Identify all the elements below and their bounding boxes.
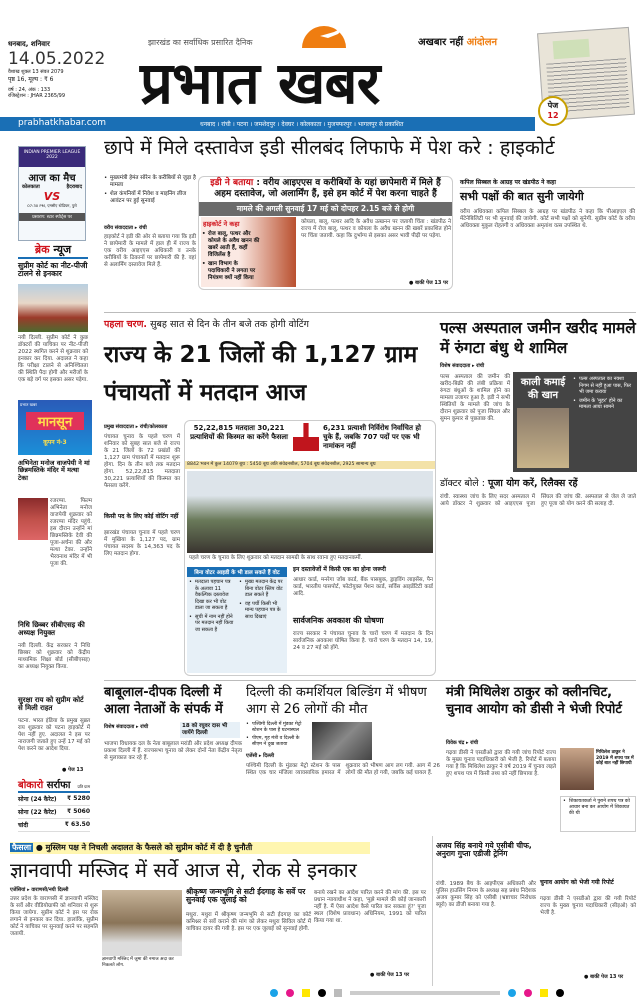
kicker-label: फैसला xyxy=(12,843,32,852)
bullion-unit: प्रति ग्राम xyxy=(77,784,90,789)
minister-caption: मिथिलेश ठाकुर ने 2019 में शपथ पत्र में कोई बात नहीं छिपायी xyxy=(596,750,634,766)
gyanvapi-photo xyxy=(102,890,182,956)
polling-staff-photo xyxy=(187,471,433,553)
gyanvapi-col-body: बनाये रखने का आदेश पारित करने की मांग की. इस पर प्रधान न्यायाधीश ने कहा, 'मुझे मामले की कोई जानकारी नहीं है. मैं ऐसा आदेश कैसे पारित कर सकता हूं?' पूजा स्थल (विशेष प्रावधान) अधिनियम, 1991 को पारित किया गया था. xyxy=(314,890,426,924)
bullion-row xyxy=(18,793,90,806)
blue-bar xyxy=(0,117,535,131)
voters-stat: 52,22,815 मतदाता 30,221 प्रत्याशियों की किस्मत का करेंगे फैसला xyxy=(190,424,288,441)
ad-title: मानसून xyxy=(26,412,84,430)
ipl-title: आज का मैच xyxy=(28,173,76,184)
s1-body: नयी दिल्ली. सुप्रीम कोर्ट ने कुछ डॉक्टरों की याचिका पर नीट-पीजी 2022 स्थगित करने से शुक्रवार को इनकार कर दिया. अदालत ने कहा कि परीक्षा टालने से अनिश्चितता की स्थिति पैदा होगी और मरीजों के एक बड़े वर्ग पर इसका असर पड़ेगा. xyxy=(18,335,88,383)
booth-band: 8842 भवन में कुल 14079 बूथ : 5450 बूथ अति संवेदनशील, 5704 बूथ संवेदनशील, 2925 सामान्य बूथ xyxy=(185,461,435,469)
poll-infobox xyxy=(184,420,436,676)
bullion-price: ₹ 5060 xyxy=(67,808,90,815)
broadcast: प्रसारण: स्टार स्पोर्ट्स पर xyxy=(19,213,85,221)
break-b: न्यूज xyxy=(49,243,72,256)
doctor-headline xyxy=(440,477,638,491)
sibal-kicker: कपिल सिब्बल के आग्रह पर खंडपीठ ने कहा xyxy=(460,178,635,188)
pulse-byline: विशेष संवाददाता ▸ रांची xyxy=(440,363,485,369)
poll-headline: राज्य के 21 जिलों की 1,127 ग्राम पंचायतों में मतदान आज xyxy=(104,342,418,406)
bullion-row xyxy=(18,806,90,819)
black-money-point: • पल्स अस्पताल का नक्शा निगम से नहीं हुआ पास, फिर भी जमा कराया xyxy=(573,376,635,396)
doctor-head: पूजा योग करें, रिलैक्स रहें xyxy=(487,478,578,489)
issue: वर्ष : 24, अंक : 133 xyxy=(8,87,51,93)
holiday-head: सार्वजनिक अवकाश की घोषणा xyxy=(293,616,384,625)
ad-coupon: कूपन नं-3 xyxy=(43,439,67,446)
cash-photo xyxy=(517,408,569,468)
black-money-title: काली कमाई की खान xyxy=(520,377,566,401)
monsoon-ad[interactable] xyxy=(18,400,92,455)
pulse-headline: पल्स अस्पताल जमीन खरीद मामले में रुंगटा बंधु थे शामिल xyxy=(440,319,636,357)
registration: रजिस्ट्रेशन : JHAR 2365/99 xyxy=(8,93,66,99)
s4-body: पटना. भारत इंडिया के प्रमुख सुब्रत राय शुक्रवार को पटना हाइकोर्ट में पेश नहीं हुए. अदालत ने इस पर नाराजगी जताते हुए उन्हें 17 मई को पेश करने का आदेश दिया. xyxy=(18,718,90,752)
bullion-city: बोकारो xyxy=(18,780,44,791)
acb-headline: अजय सिंह बनाये गये एसीबी चीफ, अनुराग गुप्ता एडीजी ट्रेनिंग xyxy=(436,841,532,859)
voter-id-point: • मतदाता पहचान पत्र के अलावा 11 वैकल्पिक दस्तावेज दिखा कर भी वोट डाला जा सकता है xyxy=(189,579,235,612)
minister-point: • शिकायतकर्ता ने पुराने शपथ पत्र को आधार बना कर आयोग में शिकायत की थी xyxy=(563,799,633,817)
documents-head: इन दस्तावेजों में किसी एक का होना जरूरी xyxy=(293,566,386,573)
minister-more[interactable]: ● बाकी पेज 13 पर xyxy=(584,974,624,980)
voter-id-point: • सूची में नाम नहीं होने पर मतदान नहीं किया जा सकता है xyxy=(189,614,235,634)
price: पृष्ठ 16, मूल्य : ₹ 6 xyxy=(8,76,54,83)
doctor-kicker: डॉक्टर बोले : xyxy=(440,478,488,489)
s2-headline: अभिनेता मनोज वाजपेयी ने मां छिन्नमस्तिके मंदिर में मत्था टेका xyxy=(18,459,90,482)
bullion-price: ₹ 63.50 xyxy=(64,821,90,828)
ad-brand: प्रभात खबर xyxy=(20,402,37,407)
fire-byline: एजेंसी ▸ दिल्ली xyxy=(246,753,275,759)
bullion-title: सर्राफा xyxy=(43,780,71,791)
minister-points xyxy=(560,796,636,832)
ed-more[interactable]: ● बाकी पेज 13 पर xyxy=(408,280,448,286)
ipl-brand: INDIAN PREMIER LEAGUE 2022 xyxy=(19,147,85,167)
bullion-item: सोना (24 कैरेट) xyxy=(18,796,57,803)
page-badge[interactable] xyxy=(538,96,568,126)
gyanvapi-caption: ज्ञानवापी मस्जिद में जुमा की नमाज अदा कर निकलते लोग. xyxy=(102,957,174,968)
break-a: ब्रेक xyxy=(34,243,50,256)
website-link[interactable]: prabhatkhabar.com xyxy=(18,118,107,128)
idgah-headline: श्रीकृष्ण जन्मभूमि से सटी ईदगाह के सर्वे पर सुनवाई एक जुलाई को xyxy=(186,887,306,905)
gyanvapi-kicker xyxy=(10,842,370,854)
editions: धनबाद । रांची । पटना । जमशेदपुर । देवघर । कोलकाता । मुजफ्फरपुर । भागलपुर से प्रकाशित xyxy=(200,121,404,128)
venue: 07:30 PM, एमसीए स्टेडियम, पुणे xyxy=(27,203,77,208)
badge-label: पेज xyxy=(547,101,559,110)
black-money-box xyxy=(513,372,637,472)
fire-photo xyxy=(312,722,372,760)
babulal-body: भाजपा विधायक दल के नेता बाबूलाल मरांडी और प्रदेश अध्यक्ष दीपक प्रकाश दिल्ली में हैं. राज्यसभा चुनाव को लेकर दोनों नेता केंद्रीय नेतृत्व से मुलाकात कर रहे हैं. xyxy=(104,741,242,761)
fire-point: • पश्चिमी दिल्ली में मुंडका मेट्रो स्टेशन के पास है घटनास्थल xyxy=(246,722,308,734)
edition-info xyxy=(8,40,106,115)
s2-body: रजरप्पा. फिल्म अभिनेता मनोज वाजपेयी शुक्रवार को रजरप्पा मंदिर पहुंचे. इस दौरान उन्होंने मां छिन्नमस्तिके देवी की पूजा-अर्चना की और मत्था टेका. उन्होंने भैरवनाथ मंदिर में भी पूजा की. xyxy=(50,498,92,567)
voter-id-point: • वह पर्ची किसी भी मान्य पहचान पत्र के साथ दिखाएं xyxy=(239,601,283,621)
ipl-box xyxy=(18,146,86,241)
s4-headline: सुरक्षा राय को सुप्रीम कोर्ट से मिली राहत xyxy=(18,696,84,712)
gyanvapi-headline: ज्ञानवापी मस्जिद में सर्वे आज से, रोक से इनकार xyxy=(10,858,357,882)
bullion-item: चांदी xyxy=(18,822,29,829)
sibal-body: वरीय अधिवक्ता कपिल सिब्बल के आग्रह पर खंडपीठ ने कहा कि पीआइएल की मेंटेनेबिलिटी पर भी सुनवाई की जायेगी. कोर्ट सभी पक्षों को सुनेगी. सुप्रीम कोर्ट के वरीय अधिवक्ता मुकुल रोहतगी व अधिवक्ता अमृतांश वत्स उपस्थित थे. xyxy=(460,209,635,229)
ed-box-headline xyxy=(199,177,452,201)
doctor-body: रांची. स्वास्थ्य जांच के लिए सदर अस्पताल में आये डॉक्टर ने शुक्रवार को आइएएस पूजा सिंघल की जांच की. अस्पताल से जेल ले जाते हुए पूजा को योग करने की सलाह दी. xyxy=(440,494,636,507)
badge-number: 12 xyxy=(547,111,559,120)
hc-title: हाइकोर्ट ने कहा xyxy=(203,220,240,228)
supreme-court-photo xyxy=(18,284,88,332)
masthead: प्रभात खबर xyxy=(140,49,380,117)
lead-headline: छापे में मिले दस्तावेज इडी सीलबंद लिफाफे में पेश करे : हाइकोर्ट xyxy=(104,136,555,159)
slogan-text: अखबार नहीं xyxy=(418,37,467,48)
gyanvapi-byline: एजेंसियां ▸ वाराणसी/नयी दिल्ली xyxy=(10,887,69,893)
gyanvapi-body: उत्तर प्रदेश के वाराणसी में ज्ञानवापी मस्जिद के सर्वे और वीडियोग्राफी को शनिवार से शुरू किया जायेगा. सुप्रीम कोर्ट ने इस पर रोक लगाने से इनकार कर दिया. हालांकि, सुप्रीम कोर्ट ने याचिका पर सुनवाई करने पर सहमति जतायी. xyxy=(10,896,98,937)
sun-bird-logo xyxy=(298,22,358,48)
documents-body: आधार कार्ड, मनरेगा जॉब कार्ड, बैंक पासबुक, ड्राइविंग लाइसेंस, पैन कार्ड, भारतीय पासपोर्ट, फोटोयुक्त पेंशन कार्ड, सर्विस आइडेंटिटी कार्ड आदि. xyxy=(293,577,433,597)
acb-body: रांची. 1989 बैच के आइपीएस अधिकारी और पुलिस हाउसिंग निगम के अध्यक्ष सह प्रबंध निदेशक अजय कुमार सिंह को एसीबी (भ्रष्टाचार निरोधक ब्यूरो) का डीजी बनाया गया है. xyxy=(436,881,536,908)
minister-body: गढ़वा डीसी ने एसडीओ द्वारा की गयी जांच रिपोर्ट राज्य के मुख्य चुनाव पदाधिकारी को भेजी है. रिपोर्ट में बताया गया है कि मिथिलेश ठाकुर ने वर्ष 2019 में चुनाव लड़ते हुए शपथ पत्र में किसी तथ्य को नहीं छिपाया है. xyxy=(446,750,556,777)
s3-body: नयी दिल्ली. केंद्र सरकार ने निधि छिब्बर को शुक्रवार को केंद्रीय माध्यमिक शिक्षा बोर्ड (सीबीएसइ) का अध्यक्ष नियुक्त किया. xyxy=(18,643,90,670)
breaking-news-label xyxy=(18,242,88,259)
bullion-box xyxy=(18,777,90,832)
poll-kicker-text: सुबह सात से दिन के तीन बजे तक होगी वोटिंग xyxy=(147,319,309,330)
slogan-highlight: आंदोलन xyxy=(466,37,498,48)
ed-head: : वरीय आइएएस व करीबियों के यहां छापेमारी में मिले हैं अहम दस्तावेज, जो अलार्मिंग हैं, इसे हम कोर्ट में पेश करना चाहते हैं xyxy=(214,178,441,199)
minister-headline: मंत्री मिथिलेश ठाकुर को क्लीनचिट, चुनाव आयोग को डीसी ने भेजी रिपोर्ट xyxy=(446,685,622,717)
poll-byline: प्रमुख संवाददाता ▸ रांची/कोलकाता xyxy=(104,424,168,430)
holiday-body: राज्य सरकार ने पंचायत चुनाव के चारों चरण में मतदान के दिन सार्वजनिक अवकाश घोषित किया है. चारों चरण के मतदान 14, 19, 24 व 27 मई को होंगे. xyxy=(293,631,433,651)
ed-kicker: इडी ने बताया xyxy=(210,178,254,188)
babulal-byline: विशेष संवाददाता ▸ रांची xyxy=(104,724,149,730)
sibal-headline: सभी पक्षों की बात सुनी जायेगी xyxy=(460,190,584,203)
team1: कोलकाता xyxy=(22,184,40,190)
tithi: वैशाख शुक्ल 13 संवत 2079 xyxy=(8,69,64,75)
raghubar-box: 18 को रघुवर दास भी जायेंगे दिल्ली xyxy=(180,722,240,738)
lead-bullets xyxy=(104,175,196,223)
vs-label: VS xyxy=(43,190,61,203)
ed-box-body: कोयला, बालू, पत्थर आदि के अवैध उत्खनन पर जतायी चिंता : खंडपीठ ने राज्य में रोज बालू, पत्थर व कोयला के अवैध खनन की खबरें प्रकाशित होने पर चिंता जतायी. कहा कि दुर्भाग्य से इसका असर भावी पीढ़ी पर पड़ेगा. xyxy=(301,219,451,239)
fire-body: पश्चिमी दिल्ली के मुंडका मेट्रो स्टेशन के पास स्थित एक चार मंजिला व्यावसायिक इमारत में शुक्रवार को भीषण आग लग गयी. आग में 26 लोगों की मौत हो गयी, जबकि कई घायल हैं. xyxy=(246,763,440,776)
bullion-row xyxy=(18,819,90,832)
s4-more[interactable]: ● पेज 13 xyxy=(62,767,84,773)
city-day: धनबाद, शनिवार xyxy=(8,40,50,48)
poll-kicker xyxy=(104,318,436,332)
hc-point: • खान विभाग के पदाधिकारी ने लगता पर नियंत्रण क्यों नहीं किया xyxy=(202,261,260,282)
bullion-price: ₹ 5280 xyxy=(67,795,90,802)
poll-body: पंचायत चुनाव के पहले चरण में शनिवार को सुबह सात बजे से राज्य के 21 जिलों के 72 प्रखंडों की 1,127 ग्राम पंचायतों में मतदान शुरू होगा. दिन के तीन बजे तक मतदान होगा. 52,22,815 मतदाता 30,221 प्रत्याशियों की किस्मत का फैसला करेंगे. xyxy=(104,434,180,489)
bullion-item: सोना (22 कैरेट) xyxy=(18,809,57,816)
tagline: झारखंड का सर्वाधिक प्रसारित दैनिक xyxy=(148,38,253,47)
report-body: गढ़वा डीसी ने एसडीओ द्वारा की गयी रिपोर्ट राज्य के मुख्य चुनाव पदाधिकारी (सीइओ) को भेजी है. xyxy=(540,896,636,916)
poll-sub-body: झारखंड पंचायत चुनाव में पहले चरण में मुखिया के 1,127 पद, ग्राम पंचायत सदस्य के 14,363 पद के लिए मतदान होगा. xyxy=(104,530,180,557)
voter-id-box-title: बिना वोटर आइडी के भी डाल सकते हैं वोट xyxy=(187,567,287,577)
s3-headline: निधि छिब्बर सीबीएसइ की अध्यक्ष नियुक्त xyxy=(18,621,85,637)
lead-bullet: • मुख्यमंत्री हेमंत सोरेन के करीबियों से जुड़ा है मामला xyxy=(104,175,196,189)
print-registration-marks xyxy=(270,988,640,998)
babulal-headline: बाबूलाल-दीपक दिल्ली में आला नेताओं के संपर्क में xyxy=(104,685,223,717)
pulse-body: पल्स अस्पताल की जमीन की खरीद-बिक्री की लंबी प्रक्रिया में रुंगटा बंधुओं के शामिल होने का मामला उजागर हुआ है. इडी ने सभी स्थितियों के मामले की जांच के दौरान शुक्रवार को पूजा सिंघल और सुमन कुमार से पूछताछ की. xyxy=(440,374,510,422)
report-headline: चुनाव आयोग को भेजी गयी रिपोर्ट xyxy=(540,879,614,886)
slogan xyxy=(418,36,497,49)
ballot-graphic xyxy=(293,423,319,451)
lead-body: हाइकोर्ट ने इडी की ओर से बताया गया कि इडी ने छापेमारी के मामले में हाल ही में राज्य के एक वरीय आइएएस अधिकारी व उनके करीबियों के ठिकानों पर छापेमारी की है. वहां से अलार्मिंग दस्तावेज मिले हैं. xyxy=(104,234,196,268)
ed-band: मामले की अगली सुनवाई 17 मई को दोपहर 2.15 बजे से होगी xyxy=(199,202,452,216)
gyanvapi-more[interactable]: ● बाकी पेज 13 पर xyxy=(370,972,410,978)
fire-bullets xyxy=(246,722,308,751)
poll-sub-headline: किसी पद के लिए कोई वोटिंग नहीं xyxy=(104,513,179,520)
fire-headline: दिल्ली की कमर्शियल बिल्डिंग में भीषण आग से 26 लोगों की मौत xyxy=(246,685,427,717)
hc-point: • रोज बालू, पत्थर और कोयले के अवैध खनन की खबरें आती हैं, कहीं विजिलेंस है xyxy=(202,231,260,259)
manoj-bajpayee-photo xyxy=(18,498,48,540)
lead-byline: वरीय संवाददाता ▸ रांची xyxy=(104,225,147,231)
candidates-stat: 6,231 प्रत्याशी निर्विरोध निर्वाचित हो चुके हैं, जबकि 707 पदों पर एक भी नामांकन नहीं xyxy=(323,424,421,450)
idgah-body: मथुरा. मथुरा में श्रीकृष्ण जन्मभूमि से सटी ईदगाह का कोर्ट कमिश्नर से सर्वे कराने की मांग को लेकर मथुरा सिविल कोर्ट में याचिका दायर की गयी है. इस पर एक जुलाई को सुनवाई होगी. xyxy=(186,912,311,932)
photo-caption: पहले चरण के चुनाव के लिए शुक्रवार को मतदान सामग्री के साथ रवाना हुए मतदानकर्मी. xyxy=(189,555,363,561)
team2: हैदराबाद xyxy=(66,184,82,190)
black-money-point: • जमीन के 'मुहर' होने का मामला आया सामने xyxy=(573,398,635,411)
date: 14.05.2022 xyxy=(8,49,106,69)
fire-point: • पीएम, गृह मंत्री व दिल्ली के सीएम ने दुख जताया xyxy=(246,736,308,748)
ed-box xyxy=(198,176,453,290)
voter-id-point: • मुख्य मतदान केंद्र पर बिना वोटर स्लिप वोट डाल सकते हैं xyxy=(239,579,283,599)
lead-bullet: • शेल कंपनियों में निवेश व माइनिंग लीज आवंटन पर हुई सुनवाई xyxy=(104,191,196,205)
kicker-text: ● मुस्लिम पक्ष ने निचली अदालत के फैसले को सुप्रीम कोर्ट में दी है चुनौती xyxy=(33,843,253,852)
s1-headline: सुप्रीम कोर्ट का नीट-पीजी टालने से इनकार xyxy=(18,261,88,279)
mithilesh-photo xyxy=(560,748,594,790)
poll-kicker-label: पहला चरण. xyxy=(104,319,148,330)
minister-byline: विवेक चंद्र ▸ रांची xyxy=(446,740,479,746)
